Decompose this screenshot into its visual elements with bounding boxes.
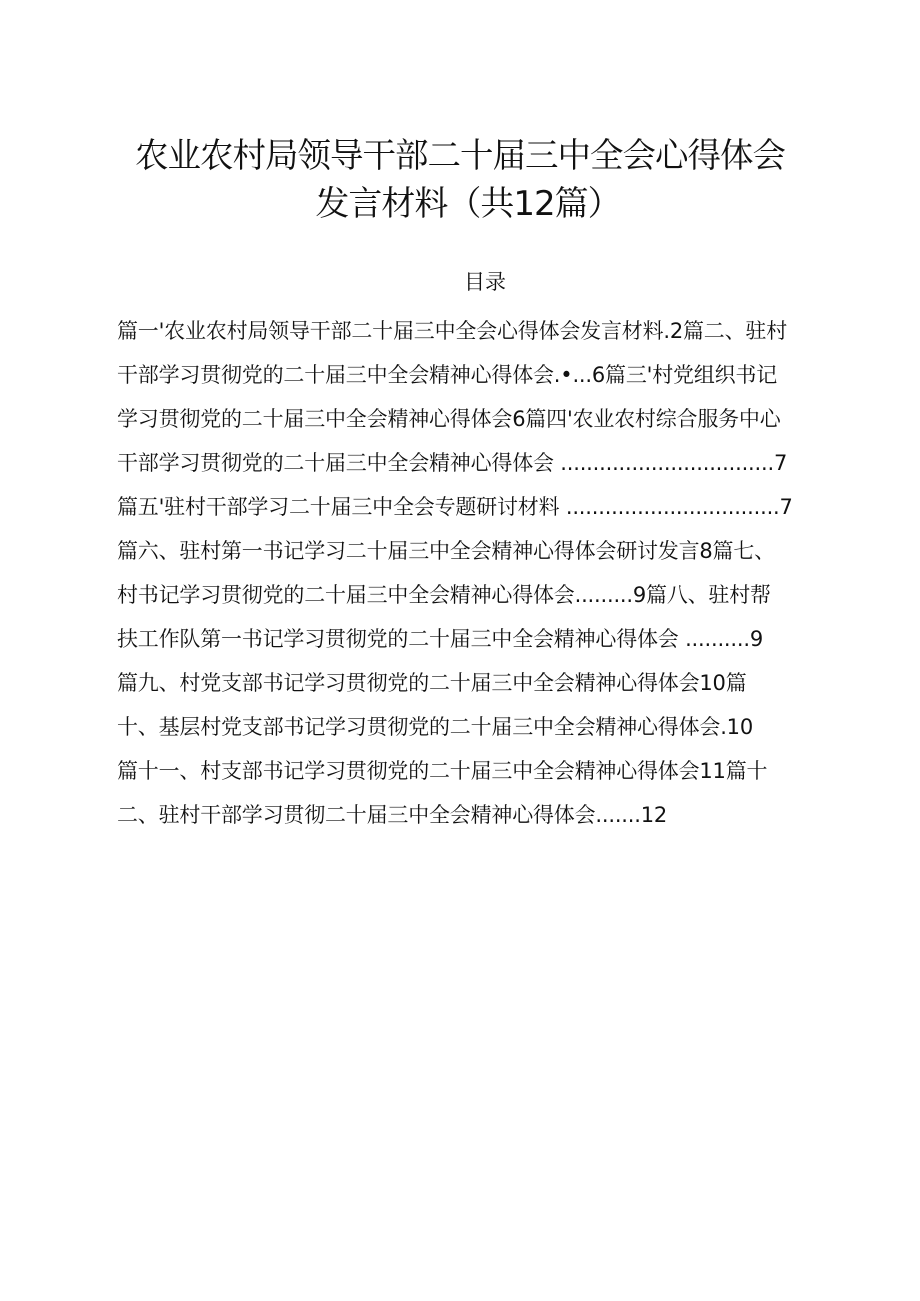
toc-line: 干部学习贯彻党的二十届三中全会精神心得体会 .................................7 bbox=[117, 451, 788, 475]
document-title-line-1: 农业农村局领导干部二十届三中全会心得体会 bbox=[135, 136, 785, 176]
toc-line: 篇五'驻村干部学习二十届三中全会专题研讨材料 .................................7 bbox=[117, 495, 793, 519]
toc-line: 篇一'农业农村局领导干部二十届三中全会心得体会发言材料.2篇二、驻村 bbox=[117, 319, 788, 343]
toc-line: 篇十一、村支部书记学习贯彻党的二十届三中全会精神心得体会11篇十 bbox=[117, 759, 768, 783]
toc-heading: 目录 bbox=[464, 270, 506, 294]
toc-line: 扶工作队第一书记学习贯彻党的二十届三中全会精神心得体会 ..........9 bbox=[117, 627, 763, 651]
document-title-line-2: 发言材料（共12篇） bbox=[315, 184, 621, 224]
toc-line: 十、基层村党支部书记学习贯彻党的二十届三中全会精神心得体会.10 bbox=[117, 715, 753, 739]
toc-line: 干部学习贯彻党的二十届三中全会精神心得体会.•...6篇三'村党组织书记 bbox=[117, 363, 778, 387]
toc-line: 篇六、驻村第一书记学习二十届三中全会精神心得体会研讨发言8篇七、 bbox=[117, 539, 775, 563]
toc-line: 学习贯彻党的二十届三中全会精神心得体会6篇四'农业农村综合服务中心 bbox=[117, 407, 781, 431]
toc-line: 村书记学习贯彻党的二十届三中全会精神心得体会.........9篇八、驻村帮 bbox=[117, 583, 771, 607]
toc-line: 篇九、村党支部书记学习贯彻党的二十届三中全会精神心得体会10篇 bbox=[117, 671, 747, 695]
toc-line: 二、驻村干部学习贯彻二十届三中全会精神心得体会.......12 bbox=[117, 803, 668, 827]
